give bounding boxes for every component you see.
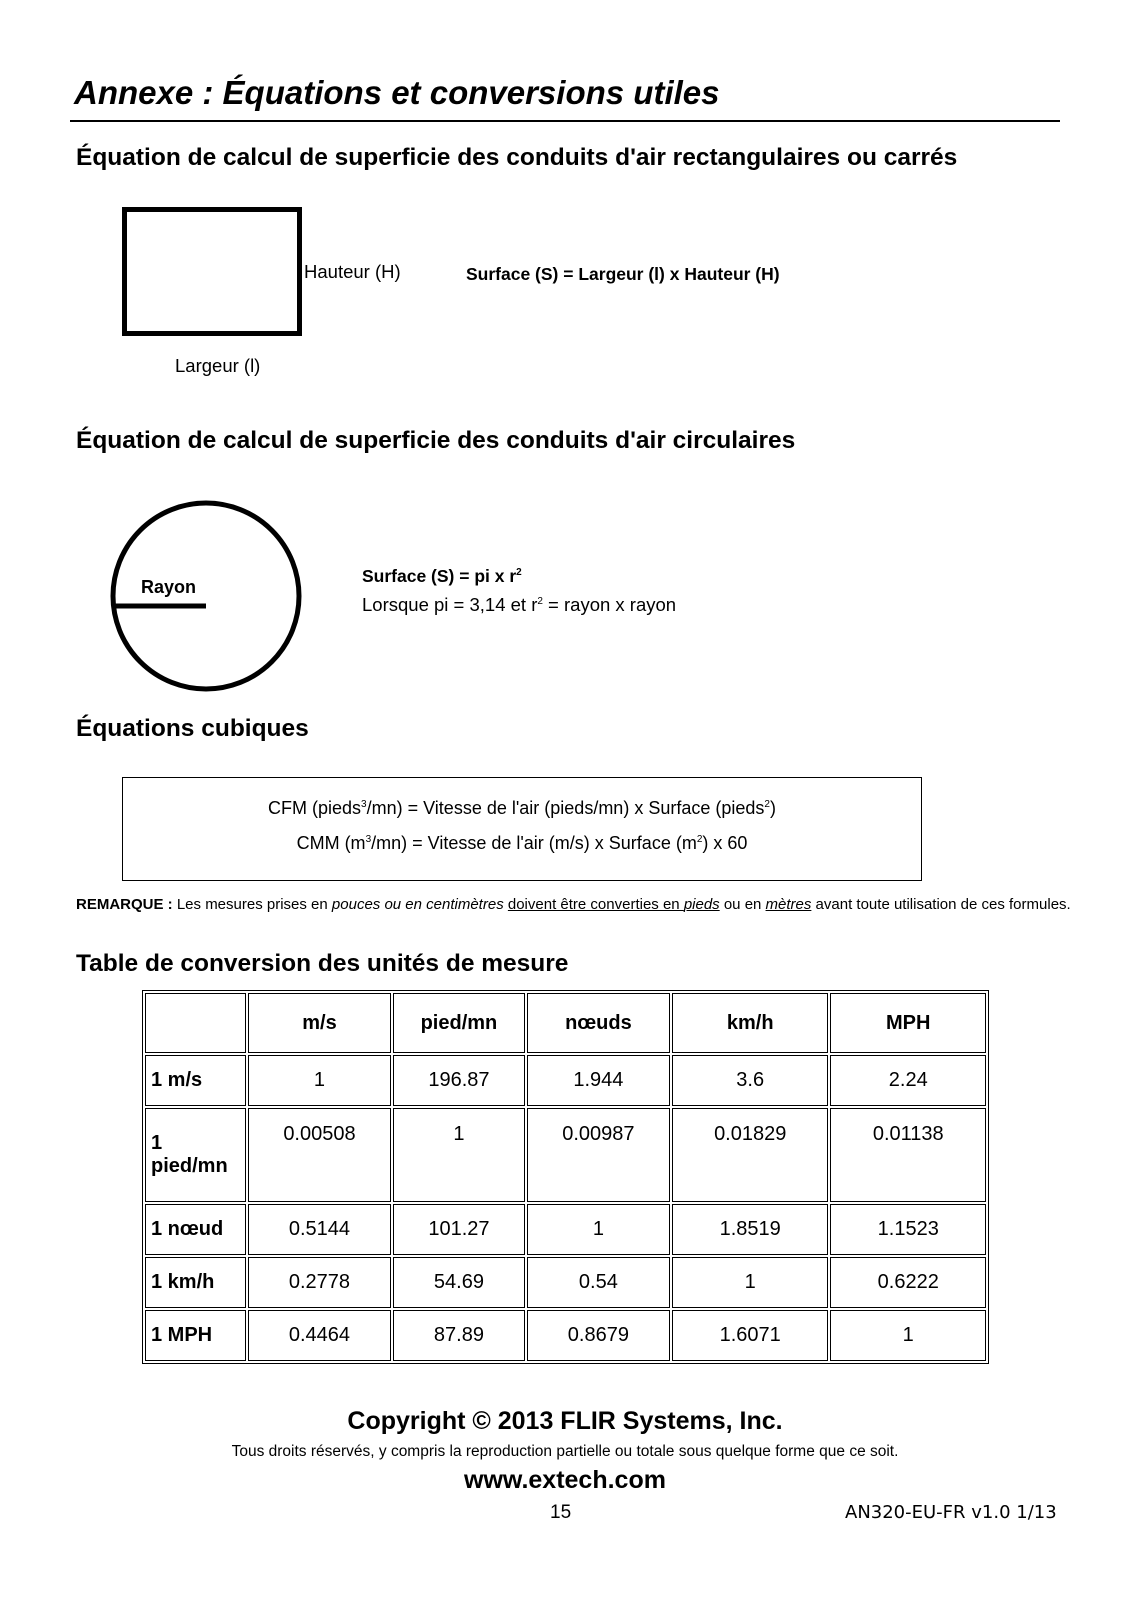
cmm-equation (123, 833, 921, 854)
table-cell: 101.27 (393, 1204, 525, 1255)
cfm-part-3: ) (769, 798, 776, 818)
circle-section-heading: Équation de calcul de superficie des conduits d'air circulaires (76, 427, 796, 454)
table-cell: 1 (527, 1204, 670, 1255)
note-text-1: Les mesures prises en (172, 896, 332, 913)
page-title: Annexe : Équations et conversions utiles (74, 74, 720, 111)
cfm-part-1: CFM (pieds (268, 798, 362, 818)
height-label: Hauteur (H) (304, 261, 401, 282)
note-underline-2 (766, 896, 812, 913)
table-cell: 1 (672, 1257, 829, 1308)
circle-formula-note (362, 594, 676, 616)
cfm-exp-1: 3 (361, 799, 367, 810)
page-number: 15 (550, 1502, 572, 1523)
table-cell: 0.00508 (248, 1108, 391, 1202)
cfm-equation (123, 798, 921, 819)
table-row (145, 1055, 986, 1106)
table-header-row (145, 993, 986, 1053)
rect-section-heading: Équation de calcul de superficie des conduits d'air rectangulaires ou carrés (76, 144, 958, 171)
rights-notice: Tous droits réservés, y compris la reproduction partielle ou totale sous quelque forme que ce soit. (231, 1443, 899, 1460)
table-cell: 3.6 (672, 1055, 829, 1106)
note-text-4: avant toute utilisation de ces formules. (811, 896, 1071, 913)
copyright: Copyright © 2013 FLIR Systems, Inc. (347, 1407, 783, 1435)
conversion-table (142, 990, 989, 1364)
note-text-3: ou en (719, 896, 766, 913)
table-cell: 0.01138 (830, 1108, 986, 1202)
cmm-exp-1: 3 (365, 834, 372, 845)
cfm-part-2: /mn) = Vitesse de l'air (pieds/mn) x Surface (pieds (366, 798, 765, 818)
rectangle-diagram (122, 207, 302, 336)
table-cell: 1.6071 (672, 1310, 829, 1361)
row-header: 1 nœud (145, 1204, 246, 1255)
note-italic-1: pouces ou en centimètres (331, 896, 504, 913)
table-header-cell: MPH (830, 993, 986, 1053)
table-cell: 1 (393, 1108, 525, 1202)
table-cell: 1.944 (527, 1055, 670, 1106)
cmm-part-2: /mn) = Vitesse de l'air (m/s) x Surface (m (371, 833, 697, 853)
table-header-cell: nœuds (527, 993, 670, 1053)
cmm-part-3: ) x 60 (702, 833, 748, 853)
radius-label: Rayon (141, 577, 197, 597)
note-label: REMARQUE : (76, 896, 173, 913)
row-header: 1 km/h (145, 1257, 246, 1308)
table-row (145, 1257, 986, 1308)
table-cell: 87.89 (393, 1310, 525, 1361)
table-cell: 0.4464 (248, 1310, 391, 1361)
circle-formula-text: Surface (S) = pi x r (362, 566, 517, 586)
website-link[interactable]: www.extech.com (464, 1466, 666, 1494)
note-underline-text: doivent être converties en (507, 896, 684, 913)
row-header: 1 MPH (145, 1310, 246, 1361)
circle-diagram (106, 496, 306, 696)
table-header-cell: km/h (672, 993, 829, 1053)
table-row (145, 1108, 986, 1202)
width-label: Largeur (l) (175, 355, 261, 376)
title-divider (70, 120, 1060, 122)
table-row (145, 1204, 986, 1255)
table-cell: 0.00987 (527, 1108, 670, 1202)
table-cell: 0.5144 (248, 1204, 391, 1255)
cubic-section-heading: Équations cubiques (76, 715, 309, 742)
cfm-exp-2: 2 (764, 799, 770, 810)
conversion-table-heading: Table de conversion des unités de mesure (76, 950, 569, 977)
note-underline-italic: pieds (683, 896, 720, 913)
circle-note-exponent: 2 (537, 596, 543, 607)
circle-formula (362, 566, 522, 587)
note-underline-italic-2: mètres (765, 896, 812, 913)
table-cell: 0.01829 (672, 1108, 829, 1202)
table-cell: 0.54 (527, 1257, 670, 1308)
document-reference: AN320-EU-FR v1.0 1/13 (845, 1502, 1057, 1523)
table-row (145, 1310, 986, 1361)
table-cell: 0.2778 (248, 1257, 391, 1308)
table-cell: 54.69 (393, 1257, 525, 1308)
table-header-cell: pied/mn (393, 993, 525, 1053)
row-header: 1 pied/mn (145, 1108, 246, 1202)
circle-note-text: Lorsque pi = 3,14 et r (362, 594, 538, 615)
table-cell: 1 (248, 1055, 391, 1106)
table-header-cell (145, 993, 246, 1053)
circle-formula-exponent: 2 (516, 567, 522, 578)
cmm-part-1: CMM (m (296, 833, 366, 853)
remarque-note (76, 893, 1076, 916)
table-cell: 0.6222 (830, 1257, 986, 1308)
circle-note-suffix: = rayon x rayon (542, 594, 677, 615)
table-cell: 1.8519 (672, 1204, 829, 1255)
table-header-cell: m/s (248, 993, 391, 1053)
note-underline-1 (508, 896, 720, 913)
table-cell: 196.87 (393, 1055, 525, 1106)
rect-formula: Surface (S) = Largeur (l) x Hauteur (H) (466, 264, 780, 284)
table-cell: 1.1523 (830, 1204, 986, 1255)
row-header: 1 m/s (145, 1055, 246, 1106)
cmm-exp-2: 2 (696, 834, 703, 845)
table-cell: 2.24 (830, 1055, 986, 1106)
table-cell: 1 (830, 1310, 986, 1361)
table-cell: 0.8679 (527, 1310, 670, 1361)
cubic-equations-box (122, 777, 922, 881)
